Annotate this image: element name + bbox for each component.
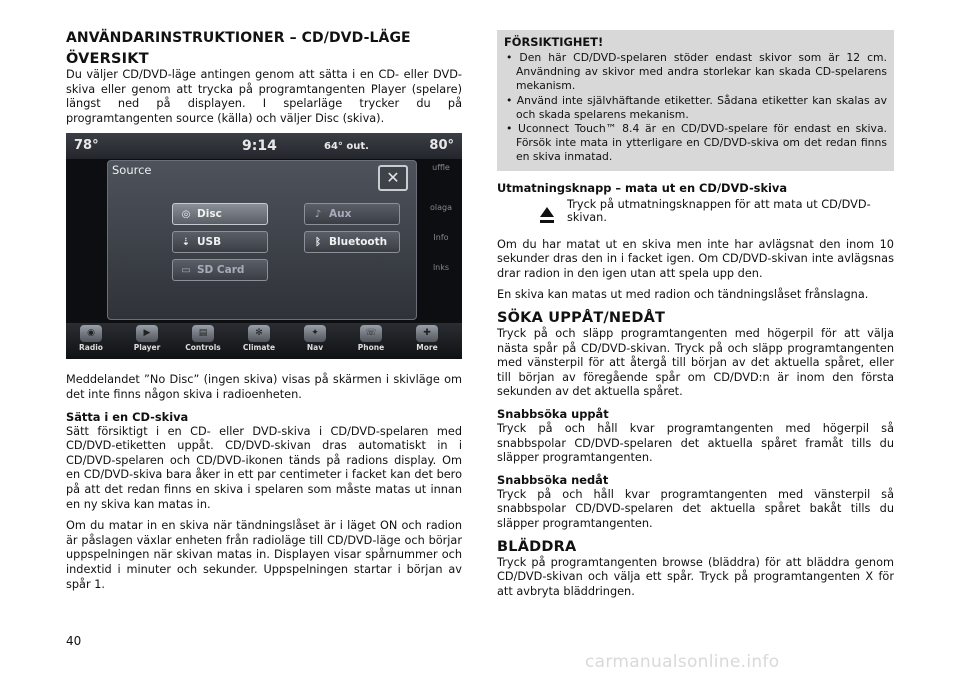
dock-more[interactable]: ✚ More [404, 325, 450, 352]
side-label-2: olaga [430, 203, 452, 213]
page-number: 40 [66, 634, 82, 648]
aux-button[interactable]: ♪ Aux [304, 203, 400, 225]
bluetooth-button[interactable]: ᛒ Bluetooth [304, 231, 400, 253]
disc-button[interactable]: ◎ Disc [172, 203, 268, 225]
bluetooth-icon: ᛒ [315, 237, 321, 249]
clock: 9:14 [242, 138, 277, 155]
insert-text: Sätt försiktigt i en CD- eller DVD-skiva i CD/DVD-spelaren med CD/DVD-etiketten uppåt. CD/DVD-skivan dras automatiskt in i CD/DVD-spelaren och CD/DVD-ikonen tänds på radions display. Om en CD/DVD-skiva bara åker in ett par centimeter i facket kan det bero på att det redan finns en skiva i spelaren som måste matas ut innan en ny skiva kan matas in. [66, 424, 462, 511]
ignition-text: Om du matar in en skiva när tändningslåset är i läget ON och radion är påslagen växlar enheten från radioläge till CD/DVD-läge och börjar uppspelningen när skivan matas in. Displayen visar spårnummer och indextid i minuter och sekunder. Uppspelningen startar i början av spår 1. [66, 519, 462, 591]
side-label-4: lnks [432, 263, 450, 273]
sdcard-button[interactable]: ▭ SD Card [172, 259, 268, 281]
left-column [66, 30, 462, 599]
overview-heading: ÖVERSIKT [66, 51, 149, 67]
panel-title: Source [112, 163, 152, 178]
eject-paragraph-1: Om du har matat ut en skiva men inte har avlägsnat den inom 10 sekunder dras den in i facket igen. Om CD/DVD-skivan inte avlägsnas drar radion in den igen utan att spela upp den. [497, 237, 894, 280]
eject-heading: Utmatningsknapp – mata ut en CD/DVD-skiva [497, 180, 788, 195]
browse-heading: BLÄDDRA [497, 538, 577, 555]
side-label-info: Info [433, 233, 449, 243]
status-bar [66, 133, 462, 159]
dock-radio[interactable]: ◉ Radio [68, 325, 114, 352]
watermark: carmanualsonline.info [585, 652, 780, 672]
fast-rewind-heading: Snabbsöka nedåt [497, 472, 609, 487]
close-button[interactable]: ✕ [378, 165, 408, 191]
side-label-shuffle: uffle [432, 163, 450, 173]
usb-icon: ⇣ [181, 237, 191, 249]
seek-heading: SÖKA UPPÅT/NEDÅT [497, 310, 666, 326]
fast-forward-text: Tryck på och håll kvar programtangenten med högerpil så snabbspolar CD/DVD-spelaren det aktuella spåret framåt tills du släpper programtangenten. [497, 421, 894, 465]
dock-player[interactable]: ▶ Player [124, 325, 170, 352]
fast-rewind-text: Tryck på och håll kvar programtangenten med vänsterpil så snabbspolar CD/DVD-spelaren det aktuella spåret bakåt tills du släpper programtangenten. [497, 487, 894, 530]
browse-text: Tryck på programtangenten browse (bläddra) för att bläddra genom CD/DVD-skivan och välja ett spår. Tryck på programtangenten X för att avbryta bläddringen. [497, 555, 894, 598]
nav-icon: ✦ [304, 325, 326, 342]
bottom-dock [66, 323, 462, 359]
caution-box [497, 30, 894, 171]
disc-icon: ◎ [181, 209, 191, 221]
right-column [497, 30, 894, 606]
usb-button[interactable]: ⇣ USB [172, 231, 268, 253]
climate-icon: ✻ [248, 325, 270, 342]
overview-text: Du väljer CD/DVD-läge antingen genom att sätta i en CD- eller DVD-skiva eller genom att trycka på programtangenten Player (spelare) längst ned på displayen. I spelarläge trycker du på programtangenten source (källa) och väljer Disc (skiva). [66, 68, 462, 125]
insert-heading: Sätta i en CD-skiva [66, 409, 189, 424]
fast-forward-heading: Snabbsöka uppåt [497, 406, 609, 421]
temp-left: 78° [74, 138, 99, 154]
eject-paragraph-2: En skiva kan matas ut med radion och tändningslåset frånslagna. [497, 288, 869, 302]
player-icon: ▶ [136, 325, 158, 342]
aux-icon: ♪ [314, 209, 322, 221]
eject-row [497, 196, 894, 230]
caution-heading: FÖRSIKTIGHET! [504, 35, 604, 49]
dock-climate[interactable]: ✻ Climate [236, 325, 282, 352]
eject-text: Tryck på utmatningsknappen för att mata ut CD/DVD-skivan. [567, 197, 871, 224]
dock-phone[interactable]: ☏ Phone [348, 325, 394, 352]
eject-icon [539, 204, 555, 226]
dock-nav[interactable]: ✦ Nav [292, 325, 338, 352]
outside-temp: 64° out. [324, 141, 369, 153]
more-icon: ✚ [416, 325, 438, 342]
caution-item: • Använd inte självhäftande etiketter. Sådana etiketter kan skalas av och skada spelarens mekanism. [506, 93, 887, 121]
nodisc-text: Meddelandet ”No Disc” (ingen skiva) visas på skärmen i skivläge om det inte finns någon skiva i radioenheten. [66, 373, 462, 401]
dock-controls[interactable]: ▤ Controls [180, 325, 226, 352]
radio-icon: ◉ [80, 325, 102, 342]
source-panel [107, 160, 417, 320]
sdcard-icon: ▭ [181, 265, 191, 277]
phone-icon: ☏ [360, 325, 382, 342]
caution-item: • Den här CD/DVD-spelaren stöder endast skivor som är 12 cm. Användning av skivor med andra storlekar kan skada CD-spelarens mekanism. [506, 51, 887, 93]
seek-text: Tryck på och släpp programtangenten med högerpil för att välja nästa spår på CD/DVD-skivan. Tryck på och släpp programtangenten med vänsterpil för att återgå till början av det aktuella spåret, eller till början av föregående spår om CD/DVD:n är inom den första sekunden av det aktuella spåret. [497, 327, 894, 399]
caution-item: • Uconnect Touch™ 8.4 är en CD/DVD-spelare för endast en skiva. Försök inte mata in ytterligare en CD/DVD-skiva om det redan finns en skiva inmatad. [506, 122, 887, 164]
controls-icon: ▤ [192, 325, 214, 342]
temp-right: 80° [429, 138, 454, 154]
section-title: ANVÄNDARINSTRUKTIONER – CD/DVD-LÄGE [66, 30, 411, 46]
source-screen-image [66, 133, 462, 359]
